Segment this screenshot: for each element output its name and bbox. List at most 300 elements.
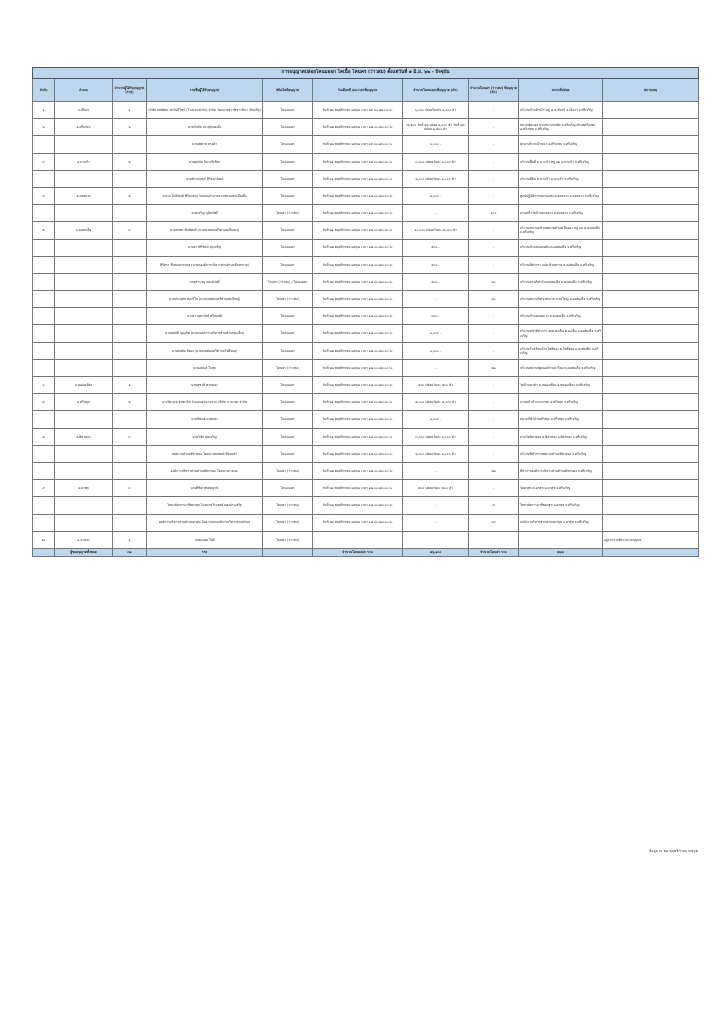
- cell-count-text: ๑: [128, 107, 131, 112]
- cell-kite: [469, 205, 519, 222]
- table-row: [33, 136, 699, 153]
- cell-name-text: นายสมบัติ บุญเกิด (นายกองค์การบริหารส่วนตำบลดงเย็น): [165, 331, 244, 336]
- cell-kite-text: ๒๐: [491, 297, 496, 302]
- table-row: [33, 394, 699, 411]
- cell-name-text: นายประยุทธ ทองวิไล (นายกเทศมนตรีตำบลดงใหญ่): [168, 297, 241, 302]
- table-row: [33, 222, 699, 239]
- summary-qty-total: ๔๖,๑๐๐: [403, 548, 469, 556]
- table-row: [33, 153, 699, 170]
- cell-count: [113, 359, 147, 376]
- cell-name: [147, 531, 263, 548]
- cell-no: [33, 462, 55, 479]
- cell-type-text: โคนมออก: [280, 176, 295, 181]
- cell-district: [55, 462, 113, 479]
- cell-remark: [603, 102, 699, 119]
- cell-datetime: [313, 462, 403, 479]
- table-row: [33, 428, 699, 445]
- cell-count: [113, 153, 147, 170]
- cell-kite: [469, 428, 519, 445]
- cell-place: [519, 325, 603, 342]
- cell-datetime-text: วันที่ ๒๒ พฤศจิกายน ๒๕๖๒ เวลา ๑๘.๐๐-๒๓.๐๐ น.: [322, 468, 393, 473]
- cell-place: [519, 187, 603, 204]
- cell-datetime-text: วันที่ ๒๒ พฤศจิกายน ๒๕๖๒ เวลา ๑๘.๐๐-๒๓.๐๐ น.: [322, 193, 393, 198]
- cell-place-text: บริเวณพื้นที่ ต.นาแก้ว หมู่ ๑๒ อ.นาแก้ว จ.ศรีเจริญ: [520, 159, 589, 164]
- cell-no: [33, 531, 55, 548]
- summary-kite-total: ๒๒๘: [519, 548, 603, 556]
- cell-name: [147, 239, 263, 256]
- cell-count: [113, 102, 147, 119]
- cell-place: [519, 273, 603, 290]
- cell-place: [519, 170, 603, 187]
- cell-count: [113, 187, 147, 204]
- cell-kite: [469, 531, 519, 548]
- cell-no: [33, 256, 55, 273]
- summary-row: [33, 548, 699, 556]
- cell-no: [33, 308, 55, 325]
- cell-district: [55, 291, 113, 308]
- table-row: [33, 325, 699, 342]
- cell-count: [113, 377, 147, 394]
- cell-no-text: ๑: [42, 107, 45, 112]
- table-row: [33, 273, 699, 290]
- cell-qty-text: ๒,๐๐๐: [415, 176, 425, 181]
- cell-type-text: โคนคร (ว่าวสม): [276, 537, 299, 542]
- cell-type-text: โคนมออก: [280, 125, 295, 130]
- cell-type: [263, 497, 313, 514]
- cell-qty-text: -: [433, 503, 435, 508]
- cell-district-text: อ.ศรีเกษม: [76, 125, 91, 130]
- cell-name: [147, 325, 263, 342]
- cell-count: [113, 428, 147, 445]
- cell-datetime: [313, 325, 403, 342]
- cell-rule-text: -: [438, 279, 440, 284]
- cell-qty: [403, 119, 469, 136]
- cell-kite: [469, 153, 519, 170]
- cell-type-text: โคนคร (ว่าวสม) / โคนมออก: [267, 279, 308, 284]
- column-header: สถานที่ปล่อย: [519, 79, 603, 102]
- cell-name-text: นายสุชาติ พานทอง: [191, 382, 218, 387]
- cell-district: [55, 445, 113, 462]
- cell-rule-text: ปล่อยวันละ ๑,๐๐๐ ตัว: [425, 159, 456, 164]
- cell-kite: [469, 325, 519, 342]
- cell-place: [519, 291, 603, 308]
- cell-type: [263, 256, 313, 273]
- cell-type: [263, 170, 313, 187]
- cell-district: [55, 531, 113, 548]
- cell-place: [519, 411, 603, 428]
- cell-count-text: ๓: [128, 434, 131, 439]
- column-header: จำนวนโคนมออกที่อนุญาต (ตัว): [403, 79, 469, 102]
- table-row: [33, 497, 699, 514]
- cell-name-text: นายเพทาย ทรงคำ: [191, 142, 218, 147]
- cell-type-text: โคนมออก: [280, 228, 295, 233]
- cell-datetime: [313, 342, 403, 359]
- cell-kite-text: ๑๐๐: [490, 211, 497, 216]
- cell-kite: [469, 222, 519, 239]
- cell-place-text: บริเวณหน้าที่ทำการ อบต.ดงเย็น ต.ดงเย็น อ.ดงสมเด็จ จ.ศรีเจริญ: [520, 329, 601, 338]
- column-header: อำเภอ: [55, 79, 113, 102]
- cell-type: [263, 102, 313, 119]
- cell-datetime: [313, 445, 403, 462]
- table-title: การอนุญาตปล่อยโคนมออก โคเนื้อ โคนคร (ว่าวสม) ตั้งแต่วันที่ ๑ มิ.ย. ๖๒ - ปัจจุบัน: [33, 68, 699, 79]
- cell-kite-text: -: [492, 176, 495, 181]
- cell-place-text: ที่ทำการองค์การบริหารส่วนตำบลศิลาทอง จ.ศรีเจริญ: [520, 468, 592, 473]
- cell-qty: [403, 531, 469, 548]
- table-row: [33, 187, 699, 204]
- cell-count: [113, 273, 147, 290]
- cell-type: [263, 273, 313, 290]
- column-header: ลำดับ: [33, 79, 55, 102]
- cell-type-text: โคนมออก: [280, 417, 295, 422]
- table-row: [33, 256, 699, 273]
- cell-district: [55, 222, 113, 239]
- cell-rule-text: -: [439, 193, 442, 198]
- cell-place-text: วัดผาสุข ต.ผาสุข อ.ผาสุข จ.ศรีเจริญ: [520, 486, 571, 491]
- cell-kite-text: -: [492, 107, 495, 112]
- cell-place-text: บริเวณสนามฟุตบอลบ้านนาใหม่ ต.ดงสมเด็จ จ.ศรีเจริญ: [520, 365, 596, 370]
- cell-count-text: ๑: [128, 382, 131, 387]
- cell-name: [147, 136, 263, 153]
- cell-datetime-text: วันที่ ๒๒ พฤศจิกายน ๒๕๖๒ เวลา ๑๙.๐๐-๒๓.๐๐ น.: [322, 142, 393, 147]
- cell-no: [33, 273, 55, 290]
- cell-place-text: ศูนย์ปฏิบัติการชมรมแห่ง ต.ดงหลวง อ.ดงหลวง จ.ศรีเจริญ: [520, 193, 599, 198]
- cell-datetime: [313, 256, 403, 273]
- cell-name: [147, 445, 263, 462]
- cell-kite-text: -: [492, 331, 495, 336]
- cell-place: [519, 497, 603, 514]
- cell-rule-text: ปล่อยวันละ ๕,๐๐๐ ตัว: [426, 228, 457, 233]
- cell-qty-text: ๕,๐๐๐: [415, 400, 425, 405]
- cell-datetime-text: วันที่ ๒๒ พฤศจิกายน ๒๕๖๒ เวลา ๑๘.๐๐-๒๓.๐๐ น.: [322, 211, 393, 216]
- cell-qty-text: ๑๐,๐๐๐: [414, 228, 426, 233]
- cell-qty-text: ๔,๕๐๐: [406, 123, 417, 128]
- cell-remark: [603, 514, 699, 531]
- cell-qty: [403, 428, 469, 445]
- cell-qty-text: ๖,๐๐๐: [414, 107, 424, 112]
- cell-remark: [603, 428, 699, 445]
- column-header: หมายเหตุ: [603, 79, 699, 102]
- cell-datetime: [313, 428, 403, 445]
- cell-type-text: โคนมออก: [280, 331, 295, 336]
- cell-rule-text: -: [436, 211, 438, 216]
- cell-remark: [603, 291, 699, 308]
- cell-qty-text: ๓๐๐: [431, 314, 438, 319]
- cell-count: [113, 222, 147, 239]
- summary-blank-2: [263, 548, 313, 556]
- cell-kite-text: -: [492, 400, 495, 405]
- cell-kite: [469, 342, 519, 359]
- cell-district-text: อ.ผาสุข: [78, 486, 89, 491]
- cell-type: [263, 394, 313, 411]
- cell-qty: [403, 222, 469, 239]
- cell-datetime-text: วันที่ ๒๑ พฤศจิกายน ๒๕๖๒ เวลา ๑๘.๐๐-๒๓.๐๐ น.: [322, 176, 393, 181]
- cell-place: [519, 102, 603, 119]
- cell-place: [519, 445, 603, 462]
- table-row: [33, 291, 699, 308]
- cell-qty-text: ๑,๐๐๐: [429, 417, 439, 422]
- cell-kite: [469, 187, 519, 204]
- cell-kite: [469, 411, 519, 428]
- cell-place: [519, 428, 603, 445]
- cell-qty: [403, 239, 469, 256]
- cell-place: [519, 153, 603, 170]
- cell-datetime: [313, 411, 403, 428]
- cell-no: [33, 187, 55, 204]
- cell-remark: [603, 239, 699, 256]
- cell-remark: [603, 136, 699, 153]
- cell-rule-text: -: [436, 520, 438, 525]
- cell-datetime: [313, 170, 403, 187]
- cell-name: [147, 342, 263, 359]
- cell-name-text: นายมงคล ใจดี: [194, 537, 215, 542]
- cell-count-text: ๓: [128, 486, 131, 491]
- cell-qty: [403, 359, 469, 376]
- cell-place-text: ลานวัดศิลาทอง ต.ศิลาทอง อ.ศิลาทอง จ.ศรีเจริญ: [520, 434, 587, 439]
- cell-district-text: อ.หนองเชียง: [74, 382, 93, 387]
- cell-datetime: [313, 187, 403, 204]
- cell-count: [113, 291, 147, 308]
- cell-count-text: ๒: [128, 125, 131, 130]
- cell-district-text: อ.นาแก้ว: [77, 159, 90, 164]
- cell-remark: [603, 119, 699, 136]
- cell-kite-text: -: [492, 434, 495, 439]
- cell-kite: [469, 170, 519, 187]
- cell-place-text: บริเวณที่ทำการ อบต.ห้วยทราย ต.ดงสมเด็จ จ.ศรีเจริญ: [520, 262, 595, 267]
- cell-place: [519, 308, 603, 325]
- cell-no-text: ๖: [42, 382, 45, 387]
- cell-district: [55, 136, 113, 153]
- cell-district-text: อ.เมืองฯ: [77, 107, 90, 112]
- cell-kite-text: -: [492, 193, 495, 198]
- cell-count-text: ๒: [128, 400, 131, 405]
- cell-count: [113, 325, 147, 342]
- cell-datetime-text: วันที่ ๒๒ พฤศจิกายน ๒๕๖๒ เวลา ๑๘.๐๐-๒๓.๐๐ น.: [322, 451, 393, 456]
- cell-place: [519, 359, 603, 376]
- cell-district: [55, 359, 113, 376]
- cell-name-text: นายสมคิด ยิ่งยง (นายกเทศมนตรีตำบลโพธิ์ทอง): [171, 348, 238, 353]
- cell-qty-text: ๕๐๐: [431, 245, 438, 250]
- cell-datetime: [313, 308, 403, 325]
- cell-datetime-text: วันที่ ๒๑ พฤศจิกายน ๒๕๖๒ เวลา ๑๘.๐๐-๒๓.๐๐ น.: [322, 400, 393, 405]
- cell-type-text: โคนมออก: [280, 142, 295, 147]
- cell-type: [263, 411, 313, 428]
- cell-kite-text: -: [492, 382, 495, 387]
- cell-place-text: บริเวณลานกีฬาบ้านดงสมเด็จ ต.ดงสมเด็จ จ.ศรีเจริญ: [520, 279, 592, 284]
- cell-rule-text: -: [439, 331, 442, 336]
- cell-kite-text: ๔๐: [491, 520, 496, 525]
- cell-no: [33, 153, 55, 170]
- cell-kite-text: -: [492, 262, 495, 267]
- cell-kite-text: -: [492, 486, 495, 491]
- cell-qty-text: ๒,๐๐๐: [429, 193, 439, 198]
- cell-count-text: ๑: [128, 537, 131, 542]
- source-note: ข้อมูล ณ ๒๑ พฤศจิกายน ๒๕๖๒: [648, 849, 698, 853]
- cell-kite-text: -: [492, 159, 495, 164]
- cell-qty-text: ๒,๐๐๐: [415, 451, 425, 456]
- cell-no: [33, 102, 55, 119]
- cell-no: [33, 514, 55, 531]
- cell-qty: [403, 205, 469, 222]
- cell-district: [55, 119, 113, 136]
- cell-datetime-text: วันที่ ๒๒ พฤศจิกายน ๒๕๖๒ เวลา ๑๘.๐๐-๒๓.๐๐ น.: [322, 520, 393, 525]
- cell-remark: [603, 377, 699, 394]
- cell-place-text: สนามกีฬาบ้านศรีปทุม อ.ศรีปทุม จ.ศรีเจริญ: [520, 417, 579, 422]
- permit-sheet: [32, 67, 698, 557]
- cell-district: [55, 394, 113, 411]
- cell-name: [147, 377, 263, 394]
- cell-qty: [403, 153, 469, 170]
- cell-type-text: โคนคร (ว่าวสม): [276, 211, 299, 216]
- cell-district: [55, 411, 113, 428]
- cell-district: [55, 170, 113, 187]
- cell-district: [55, 480, 113, 497]
- cell-name-text: นายศุภนัย ภิยวาทีเชียร: [188, 159, 221, 164]
- cell-district: [55, 102, 113, 119]
- cell-name: [147, 480, 263, 497]
- cell-no: [33, 428, 55, 445]
- cell-qty-text: -: [433, 211, 435, 216]
- cell-qty-text: ๔๐๐: [418, 382, 425, 387]
- cell-name-text: ต.ส.ต.โภคินันท์ พิริยะสกุล รับมอบอำนาจจากชมรมคนเมืองตึง: [162, 193, 247, 198]
- cell-type: [263, 153, 313, 170]
- cell-datetime: [313, 377, 403, 394]
- cell-rule-text: ปล่อยวันละ ๔๐๐ ตัว: [425, 382, 453, 387]
- cell-rule-text: -: [438, 314, 440, 319]
- cell-name: [147, 514, 263, 531]
- cell-district: [55, 428, 113, 445]
- cell-place: [519, 394, 603, 411]
- cell-qty-text: ๑,๐๐๐: [429, 348, 439, 353]
- cell-count: [113, 308, 147, 325]
- cell-count: [113, 342, 147, 359]
- cell-name: [147, 462, 263, 479]
- cell-no: [33, 205, 55, 222]
- cell-name-text: ศิริศรา ชื่นชมธรรมกุล (นายกองค์การบริหารส่วนตำบลห้วยทราย): [160, 262, 249, 267]
- cell-kite-text: -: [492, 228, 495, 233]
- cell-datetime: [313, 102, 403, 119]
- cell-kite: [469, 377, 519, 394]
- cell-name: [147, 428, 263, 445]
- cell-qty-text: ๕๐๐: [418, 486, 425, 491]
- cell-district: [55, 187, 113, 204]
- permit-table: [32, 67, 699, 557]
- cell-kite-text: -: [492, 451, 495, 456]
- cell-qty: [403, 497, 469, 514]
- cell-place-text: วิทยาลัยการอาชีพผาสุข อ.ผาสุข จ.ศรีเจริญ: [520, 503, 580, 508]
- cell-name-text: เทศบาลตำบลศิลาทอง โดยนายสมพงษ์ ดีทองคำ: [171, 451, 238, 456]
- cell-place: [519, 205, 603, 222]
- cell-type: [263, 325, 313, 342]
- cell-type: [263, 187, 313, 204]
- cell-place: [519, 377, 603, 394]
- cell-place: [519, 239, 603, 256]
- cell-district: [55, 273, 113, 290]
- cell-type-text: โคนมออก: [280, 400, 295, 405]
- cell-datetime: [313, 291, 403, 308]
- cell-rule-text: ปล่อยวันละ ๕๐๐ ตัว: [425, 486, 453, 491]
- cell-kite: [469, 445, 519, 462]
- cell-count: [113, 239, 147, 256]
- cell-name-text: นางสาวสิริรัตน์ สุขเจริญ: [187, 245, 222, 250]
- cell-remark: [603, 273, 699, 290]
- cell-datetime-text: วันที่ ๒๒ พฤศจิกายน ๒๕๖๒ เวลา ๑๘.๐๐-๒๓.๐๐ น.: [322, 297, 393, 302]
- cell-kite: [469, 119, 519, 136]
- cell-name: [147, 411, 263, 428]
- cell-datetime: [313, 119, 403, 136]
- cell-count: [113, 170, 147, 187]
- cell-name: [147, 291, 263, 308]
- cell-remark: [603, 445, 699, 462]
- cell-name: [147, 222, 263, 239]
- cell-qty: [403, 394, 469, 411]
- cell-name-text: นายอนันต์ ใจสุข: [193, 365, 216, 370]
- cell-rule-text: -: [436, 365, 438, 370]
- cell-qty: [403, 170, 469, 187]
- cell-type: [263, 428, 313, 445]
- cell-kite-text: -: [492, 125, 495, 130]
- cell-place-text: บริเวณบ้านหนองพลับ ต.ดงสมเด็จ จ.ศรีเจริญ: [520, 245, 582, 250]
- cell-district: [55, 153, 113, 170]
- cell-no-text: ๑๐: [41, 537, 46, 542]
- cell-type: [263, 531, 313, 548]
- cell-name: [147, 205, 263, 222]
- cell-kite: [469, 308, 519, 325]
- cell-place-text: ทุ่งนาบริเวณบ้านนา อ.ศรีเกษม จ.ศรีเจริญ: [520, 142, 578, 147]
- table-row: [33, 308, 699, 325]
- cell-qty: [403, 480, 469, 497]
- cell-place: [519, 531, 603, 548]
- cell-datetime: [313, 136, 403, 153]
- cell-rule-text: -: [436, 503, 438, 508]
- table-row: [33, 170, 699, 187]
- summary-blank: [33, 548, 55, 556]
- cell-type-text: โคนคร (ว่าวสม): [276, 503, 299, 508]
- cell-type-text: โคนมออก: [280, 486, 295, 491]
- cell-rule-text: -: [439, 417, 442, 422]
- cell-type-text: โคนคร (ว่าวสม): [276, 297, 299, 302]
- cell-datetime-text: วันที่ ๒๒ พฤศจิกายน ๒๕๖๒ เวลา ๑๘.๐๐-๒๓.๐๐ น.: [322, 503, 393, 508]
- cell-place-text: บริเวณสนามกีฬาเทศบาล ต.ดงใหญ่ อ.ดงสมเด็จ จ.ศรีเจริญ: [520, 297, 601, 302]
- cell-datetime-text: วันที่ ๒๒ พฤศจิกายน ๒๕๖๒ เวลา ๑๘.๐๐-๒๓.๐๐ น.: [322, 365, 393, 370]
- cell-kite-text: ๒๒: [491, 365, 496, 370]
- cell-datetime-text: วันที่ ๒๒ พฤศจิกายน ๒๕๖๒ เวลา ๑๙.๐๐-๒๒.๓๐ น.: [322, 107, 393, 112]
- cell-datetime: [313, 239, 403, 256]
- cell-qty: [403, 514, 469, 531]
- cell-kite: [469, 239, 519, 256]
- cell-type: [263, 239, 313, 256]
- cell-rule-text: ปล่อยวันละ ๑,๐๐๐ ตัว: [425, 434, 456, 439]
- cell-datetime-text: วันที่ ๒๒ พฤศจิกายน ๒๕๖๒ เวลา ๑๘.๐๐-๒๓.๐๐ น.: [322, 382, 393, 387]
- cell-no-text: ๕: [42, 228, 45, 233]
- cell-kite: [469, 102, 519, 119]
- cell-count: [113, 256, 147, 273]
- cell-datetime-text: วันที่ ๒๒ พฤศจิกายน ๒๕๖๒ เวลา ๑๘.๐๐-๒๓.๐๐ น.: [322, 279, 393, 284]
- table-row: [33, 239, 699, 256]
- cell-qty: [403, 291, 469, 308]
- cell-type: [263, 119, 313, 136]
- cell-kite-text: ๒๐: [491, 279, 496, 284]
- cell-type: [263, 222, 313, 239]
- cell-type-text: โคนคร (ว่าวสม): [276, 468, 299, 473]
- cell-qty: [403, 256, 469, 273]
- cell-place: [519, 222, 603, 239]
- cell-datetime: [313, 497, 403, 514]
- cell-kite: [469, 136, 519, 153]
- cell-qty: [403, 136, 469, 153]
- cell-type-text: โคนคร (ว่าวสม): [276, 520, 299, 525]
- cell-remark: [603, 153, 699, 170]
- cell-no: [33, 480, 55, 497]
